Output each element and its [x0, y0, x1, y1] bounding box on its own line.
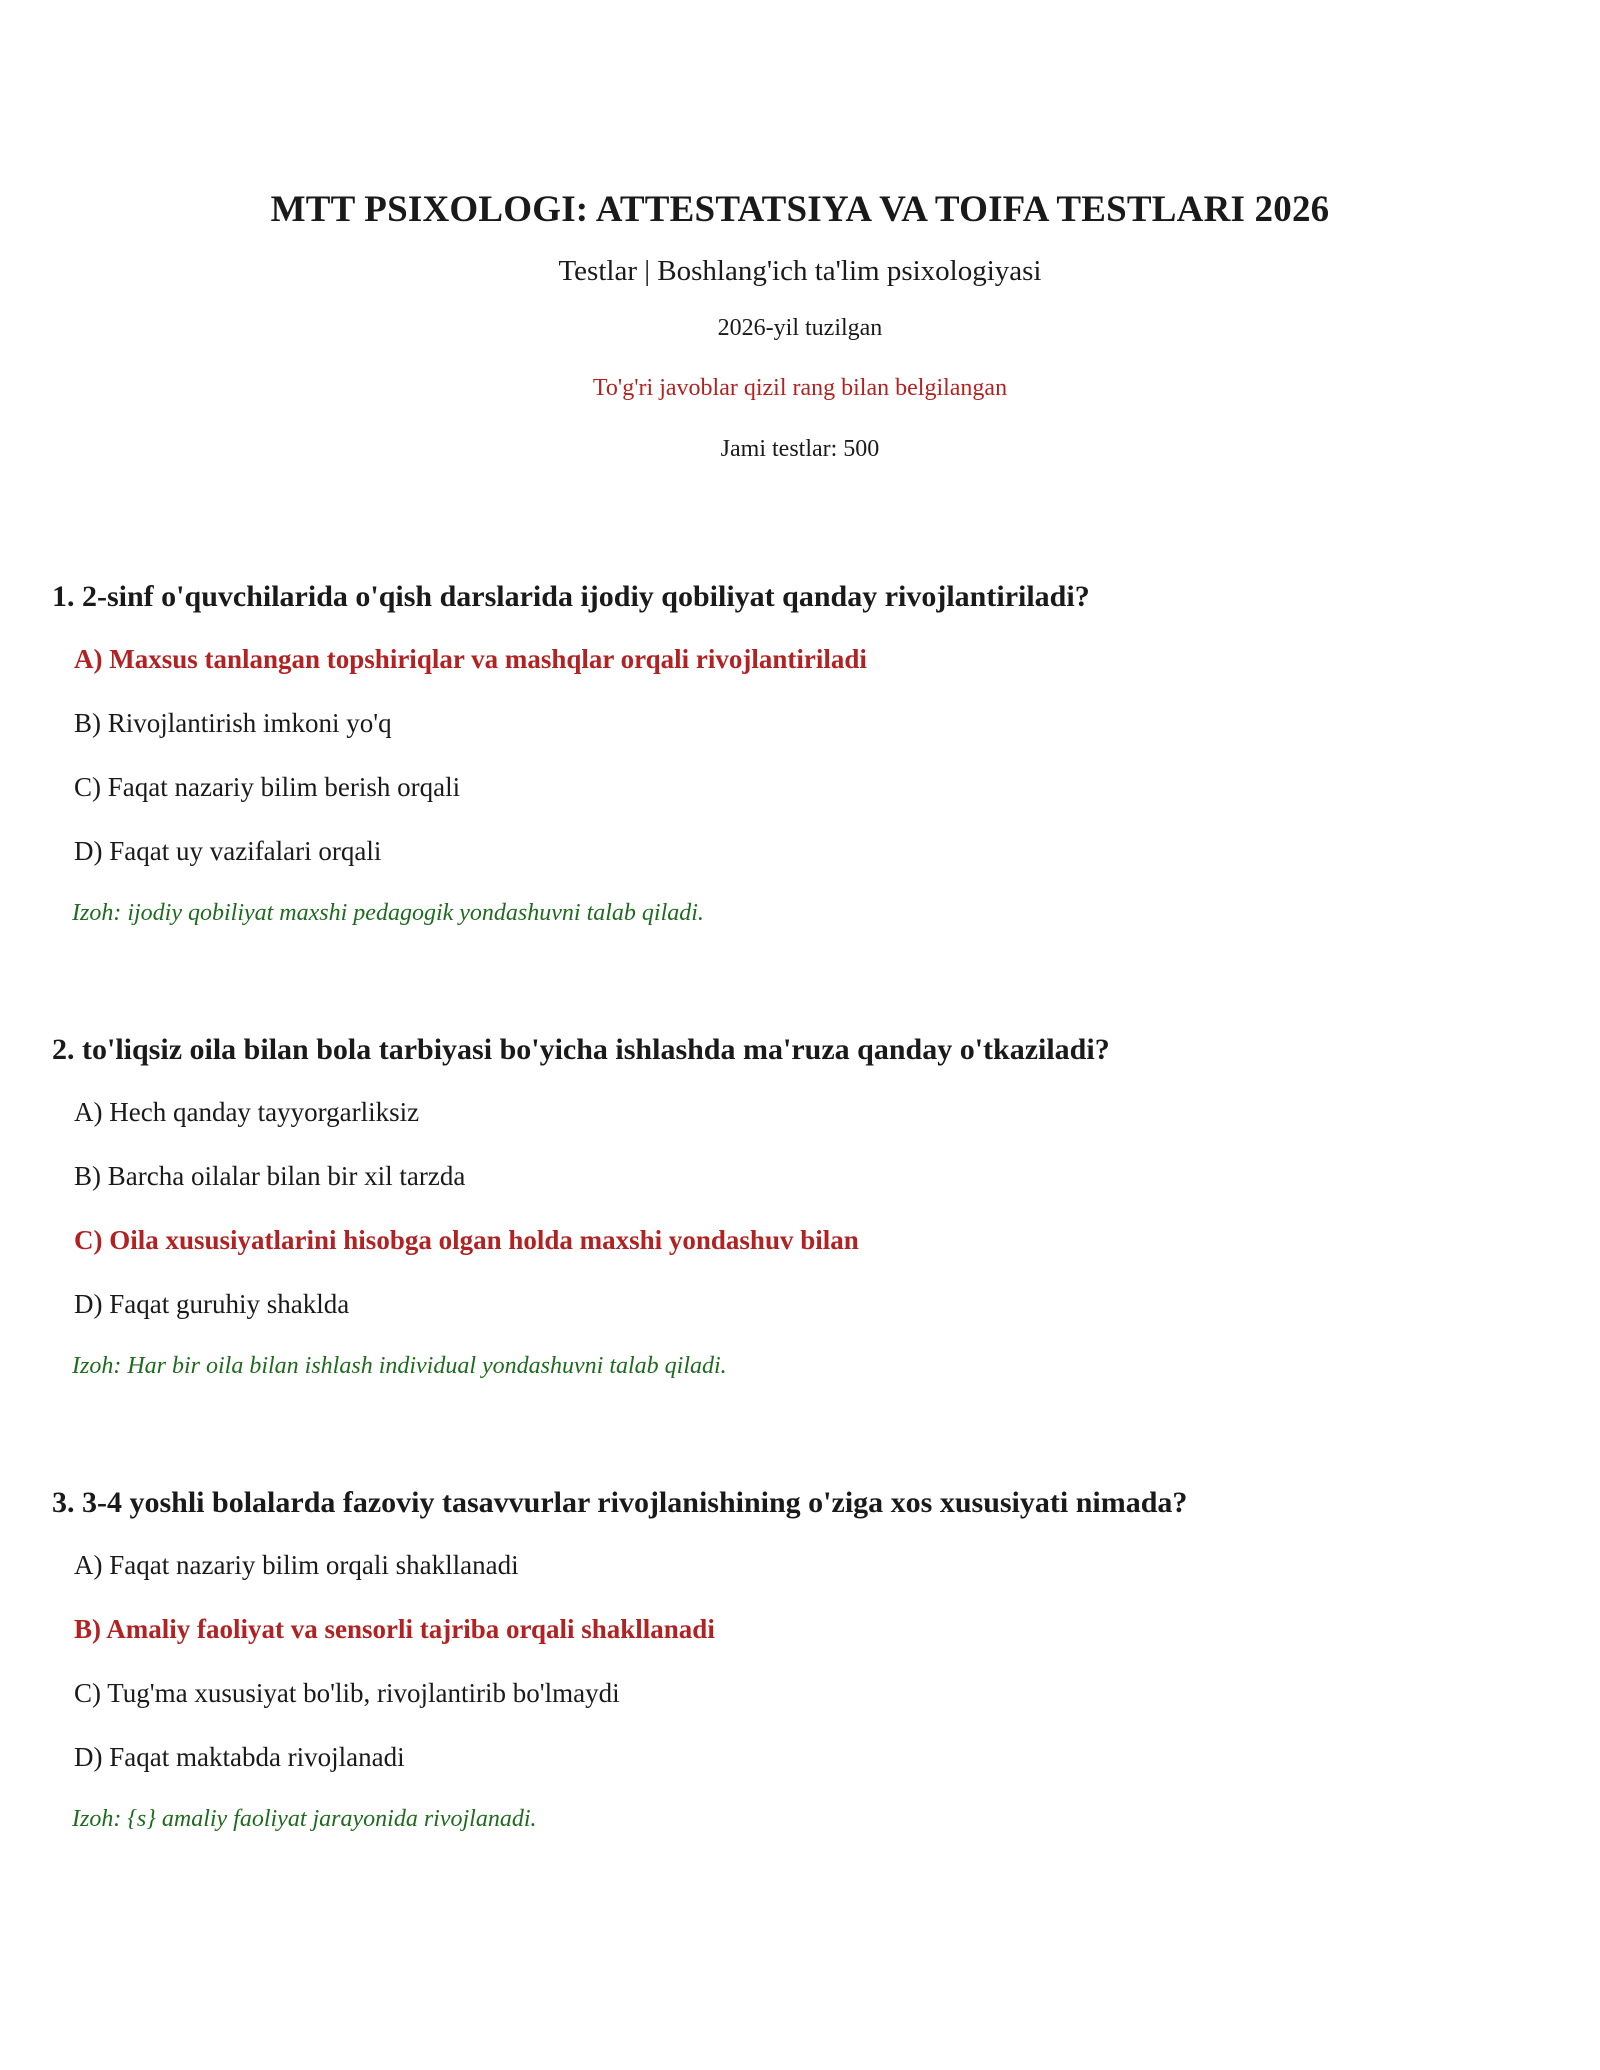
explanation: Izoh: Har bir oila bilan ishlash individual yondashuvni talab qiladi. [72, 1353, 727, 1379]
page-title: MTT PSIXOLOGI: ATTESTATSIYA VA TOIFA TESTLARI 2026 [270, 189, 1330, 230]
option-b: B) Rivojlantirish imkoni yo'q [74, 708, 392, 738]
option-b: B) Barcha oilalar bilan bir xil tarzda [74, 1161, 466, 1191]
explanation: Izoh: {s} amaliy faoliyat jarayonida rivojlanadi. [72, 1806, 537, 1832]
option-a: A) Faqat nazariy bilim orqali shakllanadi [74, 1550, 519, 1580]
option-c-correct: C) Oila xususiyatlarini hisobga olgan holda maxshi yondashuv bilan [74, 1225, 859, 1255]
question-1 [52, 575, 1552, 933]
question-text: 3. 3-4 yoshli bolalarda fazoviy tasavvurlar rivojlanishining o'ziga xos xususiyati nimada? [52, 1486, 1188, 1519]
document-header [0, 180, 1600, 469]
question-3 [52, 1481, 1552, 1839]
question-2 [52, 1028, 1552, 1386]
option-c: C) Faqat nazariy bilim berish orqali [74, 772, 461, 802]
page-subtitle: Testlar | Boshlang'ich ta'lim psixologiyasi [558, 255, 1042, 287]
explanation: Izoh: ijodiy qobiliyat maxshi pedagogik yondashuvni talab qiladi. [72, 900, 704, 926]
total-tests: Jami testlar: 500 [720, 436, 880, 462]
question-text: 2. to'liqsiz oila bilan bola tarbiyasi bo'yicha ishlashda ma'ruza qanday o'tkaziladi? [52, 1033, 1110, 1066]
option-d: D) Faqat guruhiy shaklda [74, 1289, 350, 1319]
compiled-year: 2026-yil tuzilgan [717, 315, 883, 341]
option-b-correct: B) Amaliy faoliyat va sensorli tajriba orqali shakllanadi [74, 1614, 715, 1644]
option-a: A) Hech qanday tayyorgarliksiz [74, 1097, 420, 1127]
option-a-correct: A) Maxsus tanlangan topshiriqlar va mashqlar orqali rivojlantiriladi [74, 644, 867, 674]
answer-color-note: To'g'ri javoblar qizil rang bilan belgilangan [592, 375, 1008, 401]
option-d: D) Faqat uy vazifalari orqali [74, 836, 382, 866]
option-c: C) Tug'ma xususiyat bo'lib, rivojlantirib bo'lmaydi [74, 1678, 620, 1708]
question-text: 1. 2-sinf o'quvchilarida o'qish darslarida ijodiy qobiliyat qanday rivojlantiriladi? [52, 580, 1090, 613]
option-d: D) Faqat maktabda rivojlanadi [74, 1742, 405, 1772]
